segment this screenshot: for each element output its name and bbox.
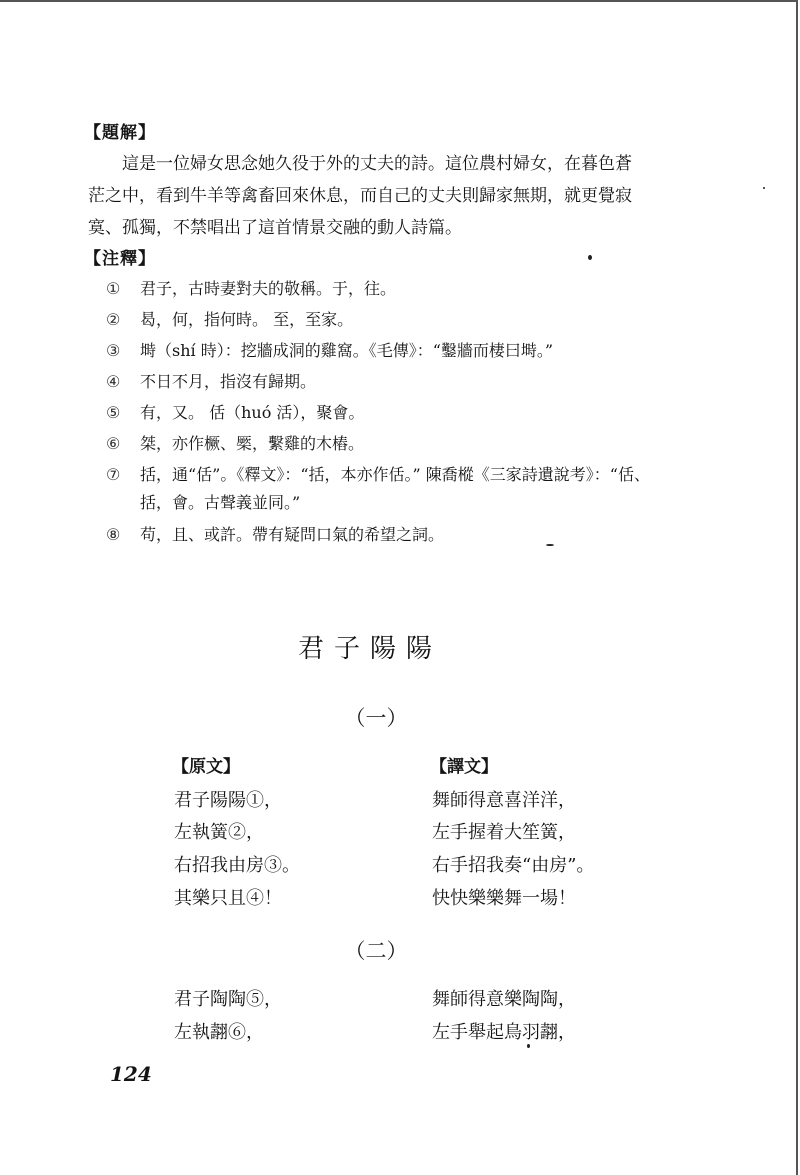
note-number: ⑤ [106,403,121,422]
explanation-line: 茫之中，看到牛羊等禽畜回來休息，而自己的丈夫則歸家無期，就更覺寂 [88,186,632,206]
note-item [106,338,553,361]
note-item [106,307,353,330]
original-line: 左執簧②， [174,822,264,843]
note-item [106,522,444,545]
note-text: 括，通“佸”。《釋文》：“括，本亦作佸。” 陳喬樅《三家詩遺說考》：“佸、 [140,465,650,484]
explanation-heading: 【題解】 [84,123,156,143]
poem-title: 君子陽陽 [297,634,442,664]
explanation-paragraph [88,148,678,244]
page-number: 124 [110,1062,152,1086]
note-number: ⑦ [106,465,121,484]
notes-heading: 【注釋】 [84,249,156,269]
note-number: ⑥ [106,434,121,453]
explanation-line: 這是一位婦女思念她久役于外的丈夫的詩。這位農村婦女，在暮色蒼 [122,154,632,174]
note-continuation: 括，會。古聲義並同。” [140,493,301,512]
note-item [106,276,396,299]
translation-heading: 【譯文】 [430,757,498,777]
note-text: 塒（shí 時）：挖牆成洞的雞窩。《毛傳》：“鑿牆而棲曰塒。” [140,341,554,360]
explanation-line: 寞、孤獨，不禁唱出了這首情景交融的動人詩篇。 [88,218,462,238]
scan-speck [763,187,765,189]
section-label: （二） [344,939,408,963]
original-line: 其樂只且④！ [174,888,282,909]
scan-speck [588,255,592,260]
translation-line: 舞師得意樂陶陶， [432,989,576,1010]
scan-speck [546,544,554,546]
note-number: ⑧ [106,525,121,544]
note-text: 君子，古時妻對夫的敬稱。于，往。 [140,279,397,298]
original-line: 君子陶陶⑤， [174,989,282,1010]
note-text: 桀，亦作橛、橜，繫雞的木樁。 [140,434,365,453]
note-number: ① [106,279,121,298]
note-text: 不日不月，指沒有歸期。 [140,372,317,391]
translation-line: 左手舉起鳥羽翿， [432,1022,576,1043]
original-line: 左執翿⑥， [174,1022,264,1043]
note-number: ② [106,310,121,329]
note-number: ③ [106,341,121,360]
scan-speck [527,1044,530,1048]
note-item [106,369,316,392]
translation-line: 右手招我奏“由房”。 [432,855,595,876]
note-item [106,400,364,423]
translation-line: 舞師得意喜洋洋， [432,790,576,811]
note-item [106,462,650,485]
note-item [106,431,364,454]
note-text: 苟，且、或許。帶有疑問口氣的希望之詞。 [140,525,445,544]
translation-line: 快快樂樂舞一場！ [432,888,576,909]
note-text: 曷，何，指何時。 至，至家。 [140,310,354,329]
note-number: ④ [106,372,121,391]
original-heading: 【原文】 [172,757,240,777]
section-label: （一） [344,706,408,730]
translation-line: 左手握着大笙簧， [432,822,576,843]
original-line: 右招我由房③。 [174,855,300,876]
original-line: 君子陽陽①， [174,790,282,811]
note-text: 有，又。 佸（huó 活），聚會。 [140,403,365,422]
